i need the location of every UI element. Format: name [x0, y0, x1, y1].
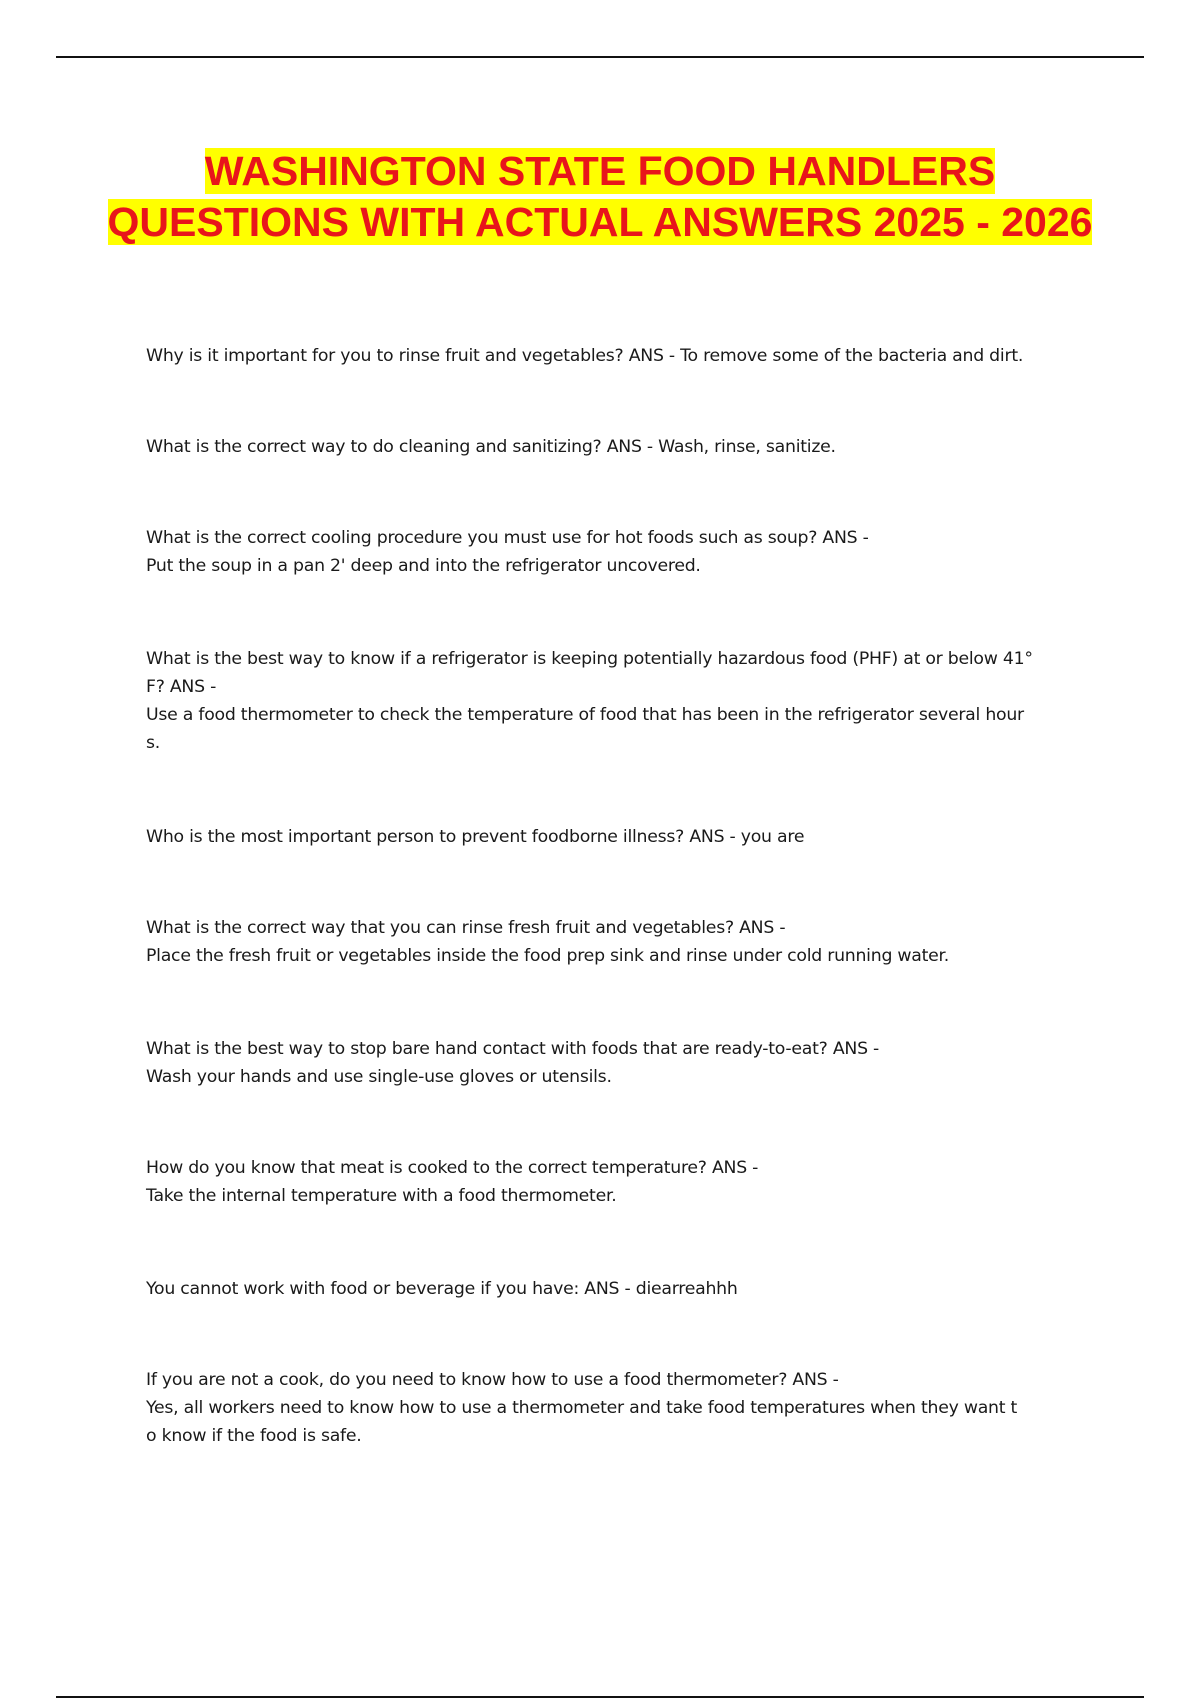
qa-item-4: What is the best way to know if a refrigerator is keeping potentially hazardous food (PHF) at or below 41° F? ANS - Use a food thermometer to check the temperature of food that has been in the refrigerator several hour s.: [146, 649, 1033, 753]
qa-item-7: What is the best way to stop bare hand contact with foods that are ready-to-eat? ANS - Wash your hands and use single-use gloves or utensils.: [146, 1039, 880, 1087]
qa-item-3: What is the correct cooling procedure you must use for hot foods such as soup? ANS - Put the soup in a pan 2' deep and into the refrigerator uncovered.: [146, 528, 869, 576]
document-title-text: WASHINGTON STATE FOOD HANDLERS QUESTIONS WITH ACTUAL ANSWERS 2025 - 2026: [107, 148, 1093, 245]
footer-rule: [56, 1696, 1144, 1698]
qa-item-1: Why is it important for you to rinse fruit and vegetables? ANS - To remove some of the bacteria and dirt.: [146, 346, 1024, 366]
document-title: [100, 146, 1100, 248]
qa-item-6: What is the correct way that you can rinse fresh fruit and vegetables? ANS - Place the fresh fruit or vegetables inside the food prep sink and rinse under cold running water.: [146, 918, 950, 966]
header-rule: [56, 56, 1144, 58]
qa-item-2: What is the correct way to do cleaning and sanitizing? ANS - Wash, rinse, sanitize.: [146, 437, 836, 457]
qa-item-8: How do you know that meat is cooked to the correct temperature? ANS - Take the internal temperature with a food thermometer.: [146, 1158, 759, 1206]
qa-item-5: Who is the most important person to prevent foodborne illness? ANS - you are: [146, 827, 805, 847]
qa-item-9: You cannot work with food or beverage if you have: ANS - diearreahhh: [146, 1279, 738, 1299]
qa-item-10: If you are not a cook, do you need to know how to use a food thermometer? ANS - Yes, all workers need to know how to use a thermometer and take food temperatures when they want t o know if the food is safe.: [146, 1370, 1018, 1446]
